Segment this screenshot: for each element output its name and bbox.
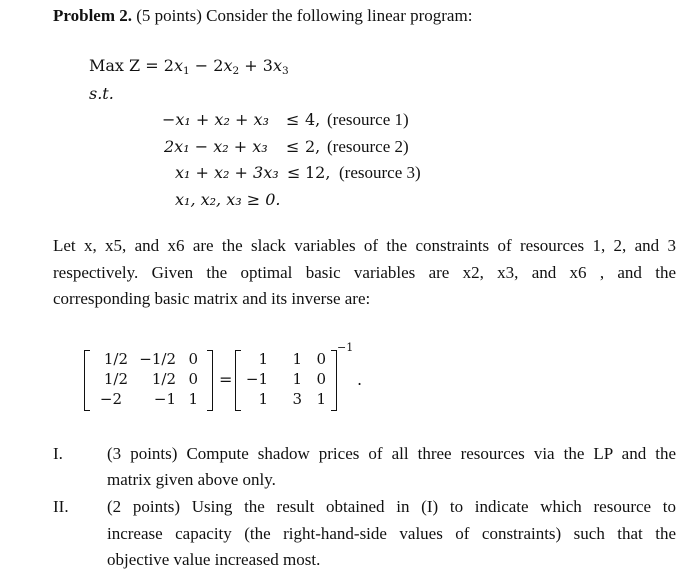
objective-sub-1: 1 [182,65,190,77]
objective-sub-3: 3 [281,65,289,77]
objective-sign-1: = [145,56,159,75]
st-label: s.t. [89,84,114,103]
matrix-inverse-right-bracket [207,350,213,411]
problem-title: Problem 2. [53,6,133,25]
question-2-line-1: (2 points) Using the result obtained in (I) to indicate which resource to [107,497,676,516]
matrix-basis [240,350,340,412]
matrix-basis-r3c2: 3 [292,390,302,408]
matrix-basis-r1c3: 0 [316,350,326,368]
objective-coef-2: 2 [213,56,224,75]
matrix-basis-right-bracket [331,350,337,411]
objective-sub-2: 2 [232,65,240,77]
constraint-2-expr: 2x₁ − x₂ + x₃ [164,137,268,156]
constraint-3-rel: ≤ [287,163,301,182]
matrix-basis-r3c1: 1 [258,390,268,408]
constraint-1-note: (resource 1) [327,110,409,129]
problem-points: (5 points) [136,6,202,25]
matrix-basis-r2c2: 1 [292,370,302,388]
matrix-basis-r3c3: 1 [316,390,326,408]
constraint-1-rel: ≤ [286,110,300,129]
constraint-2-rel: ≤ [286,137,300,156]
paragraph-line-2: respectively. Given the optimal basic variables are x2, x3, and x6 , and the [53,263,676,282]
question-2-line-3: objective value increased most. [107,550,321,569]
nonnegativity: x₁, x₂, x₃ ≥ 0. [175,190,281,209]
constraint-3-rhs: 12, [305,163,331,182]
objective-var-2: x [223,56,233,75]
problem-header [53,6,472,26]
objective-var-3: x [272,56,282,75]
constraint-2-rhs: 2, [305,137,321,156]
matrix-inverse-r2c2: 1/2 [151,370,176,388]
matrix-basis-r2c3: 0 [316,370,326,388]
matrix-inverse-r2c1: 1/2 [103,370,128,388]
paragraph-line-1: Let x, x5, and x6 are the slack variables of the constraints of resources 1, 2, and 3 [53,236,676,255]
question-1-line-1: (3 points) Compute shadow prices of all three resources via the LP and the [107,444,676,463]
objective-coef-1: 2 [163,56,174,75]
matrix-exponent: −1 [337,341,354,354]
question-1-line-2: matrix given above only. [107,470,276,489]
objective-sign-3: + [244,56,258,75]
matrix-inverse-r1c1: 1/2 [103,350,128,368]
question-2-line-2: increase capacity (the right-hand-side values of constraints) such that the [107,524,676,543]
matrix-inverse-r3c1: −2 [99,390,122,408]
constraint-2-note: (resource 2) [327,137,409,156]
matrix-inverse-r3c2: −1 [153,390,176,408]
objective-label: Max [89,56,124,75]
matrix-inverse [86,350,226,412]
matrix-end-period: . [357,370,363,389]
objective-coef-3: 3 [262,56,273,75]
objective-var-1: x [173,56,183,75]
constraint-1-rhs: 4, [305,110,321,129]
matrix-equals-sign: = [219,370,233,389]
paragraph-line-3: corresponding basic matrix and its inverse are: [53,289,371,308]
question-1-number: I. [53,444,63,463]
constraint-3-note: (resource 3) [339,163,421,182]
matrix-basis-r1c1: 1 [258,350,268,368]
objective-lhs: Z [129,56,141,75]
matrix-inverse-r1c3: 0 [188,350,198,368]
matrix-inverse-r1c2: −1/2 [139,350,176,368]
problem-intro: Consider the following linear program: [206,6,473,25]
objective-sign-2: − [194,56,209,75]
matrix-inverse-r2c3: 0 [188,370,198,388]
question-2-number: II. [53,497,69,516]
matrix-basis-r1c2: 1 [292,350,302,368]
objective-function [89,56,289,77]
matrix-basis-r2c1: −1 [245,370,268,388]
constraint-3-expr: x₁ + x₂ + 3x₃ [175,163,279,182]
constraint-1-expr: −x₁ + x₂ + x₃ [162,110,269,129]
matrix-inverse-r3c3: 1 [188,390,198,408]
